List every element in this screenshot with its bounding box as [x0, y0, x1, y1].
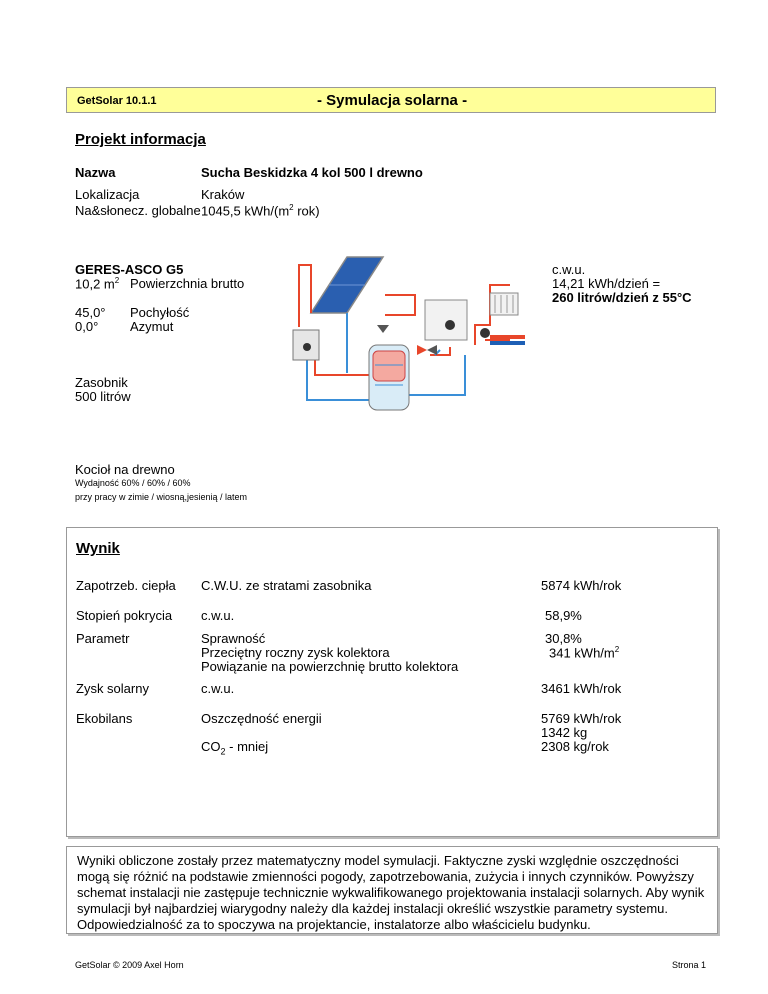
dhw-energy: 14,21 kWh/dzień = [552, 276, 661, 291]
solar-gain-desc: c.w.u. [201, 681, 235, 696]
mass-value: 1342 kg [541, 725, 588, 740]
co2-desc: $CO_2$ - mniej [201, 739, 269, 757]
collector-area-value: 10,2 $m^2$ [75, 276, 120, 292]
location-value: Kraków [201, 187, 245, 202]
param-relation: Powiązanie na powierzchnię brutto kolektora [201, 659, 459, 674]
system-schematic [285, 255, 530, 415]
irradiation-value: 1045,5 kWh/($m^2$ rok) [201, 203, 320, 219]
boiler-note: przy pracy w zimie / wiosną,jesienią / latem [75, 492, 248, 502]
radiator-icon [480, 293, 518, 338]
param-label: Parametr [76, 631, 130, 646]
page-title: - Symulacja solarna - [317, 92, 468, 109]
dhw-volume: 260 litrów/dzień z 55°C [552, 290, 692, 305]
project-heading: Projekt informacja [75, 131, 206, 148]
azimuth-value: 0,0° [75, 319, 99, 334]
name-value: Sucha Beskidzka 4 kol 500 l drewno [201, 165, 423, 180]
mixing-valve-icon [417, 345, 437, 355]
location-label: Lokalizacja [75, 187, 140, 202]
ecobalance-label: Ekobilans [76, 711, 133, 726]
collector-area-label: Powierzchnia brutto [130, 276, 245, 291]
coverage-label: Stopień pokrycia [76, 608, 173, 623]
tilt-label: Pochyłość [130, 305, 190, 320]
demand-label: Zapotrzeb. ciepła [76, 578, 176, 593]
name-label: Nazwa [75, 165, 116, 180]
footer-page: Strona 1 [672, 960, 707, 970]
solar-gain-label: Zysk solarny [76, 681, 149, 696]
energy-saving-value: 5769 kWh/rok [541, 711, 622, 726]
coverage-value: 58,9% [545, 608, 582, 623]
param-efficiency-value: 30,8% [545, 631, 582, 646]
tilt-value: 45,0° [75, 305, 106, 320]
storage-tank-icon [369, 345, 409, 410]
param-efficiency: Sprawność [201, 631, 266, 646]
co2-value: 2308 kg/rok [541, 739, 609, 754]
demand-value: 5874 kWh/rok [541, 578, 622, 593]
boiler-label: Kocioł na drewno [75, 462, 175, 477]
coverage-desc: c.w.u. [201, 608, 235, 623]
solar-gain-value: 3461 kWh/rok [541, 681, 622, 696]
collector-model: GERES-ASCO G5 [75, 262, 184, 277]
solar-collector-icon [311, 257, 383, 313]
storage-volume: 500 litrów [75, 389, 131, 404]
app-name: GetSolar 10.1.1 [77, 95, 157, 107]
pump-station-icon [293, 330, 319, 360]
param-yield-value: 341 kWh/$m^2$ [549, 645, 620, 661]
disclaimer: Wyniki obliczone zostały przez matematyczny model symulacji. Faktyczne zyski względnie oszczędności mogą się różnić na podstawie zmienności pogody, zapotrzebowania, zużycia i innych czynników. Powyższy schemat instalacji nie zastępuje technicznie wykwalifikowanego projektowania instalacji solarnych. Aby wynik symulacji był najbardziej wiarygodny należy dla każdej instalacji określić wszystkie parametry systemu. Odpowiedzialność za to spoczywa na projektancie, instalatorze albo właścicielu budynku. [66, 846, 718, 934]
energy-saving-desc: Oszczędność energii [201, 711, 322, 726]
boiler-efficiency: Wydajność 60% / 60% / 60% [75, 478, 191, 488]
result-heading: Wynik [76, 540, 120, 557]
storage-label: Zasobnik [75, 375, 128, 390]
result-panel [66, 527, 718, 837]
param-yield: Przeciętny roczny zysk kolektora [201, 645, 390, 660]
irradiation-label: Na&słonecz. globalne [75, 203, 201, 218]
footer-copyright: GetSolar © 2009 Axel Horn [75, 960, 184, 970]
dhw-label: c.w.u. [552, 262, 586, 277]
demand-desc: C.W.U. ze stratami zasobnika [201, 578, 372, 593]
cold-pipes [307, 313, 520, 400]
header-bar [66, 87, 716, 113]
azimuth-label: Azymut [130, 319, 174, 334]
shower-icon [377, 325, 389, 333]
boiler-icon [425, 300, 467, 340]
